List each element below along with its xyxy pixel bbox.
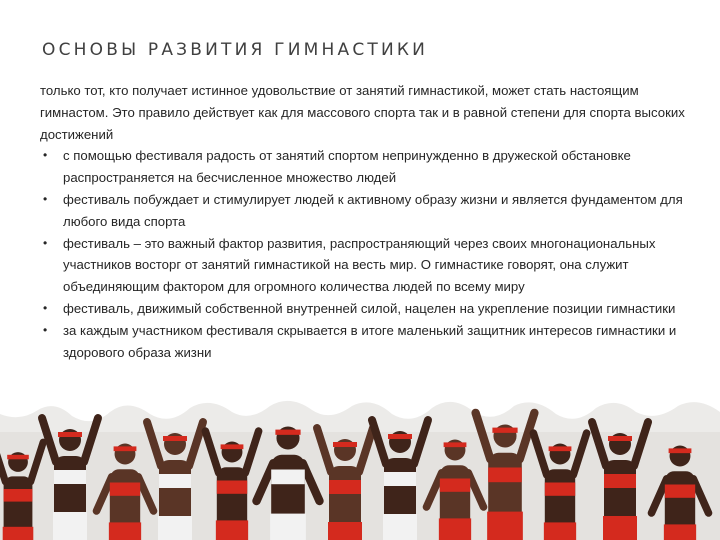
bullet-icon: • (43, 191, 48, 206)
dancer-costume (329, 480, 361, 494)
dancer-skirt (487, 512, 523, 540)
dancer-skirt (3, 527, 34, 540)
dancer-costume (159, 474, 191, 488)
dancer-costume (54, 470, 86, 484)
dancer-costume (488, 468, 522, 483)
bullet-text: с помощью фестиваля радость от занятий спортом непринужденно в дружеской обстановке распространяется на бесчисленное множество людей (63, 148, 631, 186)
dancer-costume (4, 489, 33, 502)
dancer-skirt (328, 522, 362, 540)
dancer-skirt (544, 522, 576, 540)
bullet-icon: • (43, 235, 48, 250)
dancer-headband (114, 446, 137, 451)
dancer-costume (271, 470, 305, 485)
dancer-headband (549, 446, 572, 451)
dancer-skirt (603, 516, 637, 540)
slide-body (40, 80, 708, 363)
dancer-skirt (109, 522, 141, 540)
list-item (40, 145, 708, 189)
dancer-costume (384, 472, 416, 486)
dancer-costume (604, 474, 636, 488)
dancer-headband (444, 442, 467, 447)
bullet-text: фестиваль побуждает и стимулирует людей к активному образу жизни и является фундаментом для любого вида спорта (63, 191, 683, 229)
dancer-costume (545, 483, 575, 496)
bullet-text: фестиваль – это важный фактор развития, распространяющий через своих многонациональных участников восторг от занятий гимнастикой на весть мир. О гимнастике говорят, она служит объединяющим фактором для огромного количества людей по всему миру (63, 235, 656, 295)
intro-paragraph: только тот, кто получает истинное удовольствие от занятий гимнастикой, может стать настоящим гимнастом. Это правило действует как для массового спорта так и в равной степени для спорта высоких достижений (40, 83, 685, 142)
list-item (40, 320, 708, 364)
dancer-costume (110, 483, 140, 496)
dancer-headband (333, 442, 357, 447)
bullet-text: фестиваль, движимый собственной внутренней силой, нацелен на укрепление позиции гимнастики (63, 300, 676, 316)
dancer-headband (669, 448, 692, 453)
dancer-headband (221, 444, 244, 449)
dancer-skirt (270, 514, 306, 540)
dancers-illustration (0, 392, 720, 540)
list-item (40, 233, 708, 298)
dancer-headband (7, 455, 29, 460)
dancers-photo (0, 392, 720, 540)
dancer-headband (58, 432, 82, 437)
dancer-skirt (53, 512, 87, 540)
dancer-headband (388, 434, 412, 439)
dancer-skirt (216, 520, 248, 540)
dancer-headband (275, 430, 300, 435)
dancer-skirt (439, 518, 471, 540)
dancer-skirt (383, 514, 417, 540)
dancer-costume (440, 479, 470, 492)
bullet-list (40, 145, 708, 363)
dancer-headband (492, 428, 517, 433)
bullet-icon: • (43, 322, 48, 337)
dancer-headband (163, 436, 187, 441)
bullet-icon: • (43, 148, 48, 163)
bullet-icon: • (43, 300, 48, 315)
dancer-costume (217, 481, 247, 494)
page-title: ОСНОВЫ РАЗВИТИЯ ГИМНАСТИКИ (42, 40, 429, 60)
dancer-skirt (664, 524, 696, 540)
list-item (40, 189, 708, 233)
bullet-text: за каждым участником фестиваля скрывается в итоге маленький защитник интересов гимнастики и здорового образа жизни (63, 322, 677, 360)
list-item (40, 298, 708, 320)
dancer-costume (665, 485, 695, 498)
dancer-headband (608, 436, 632, 441)
dancer-skirt (158, 516, 192, 540)
